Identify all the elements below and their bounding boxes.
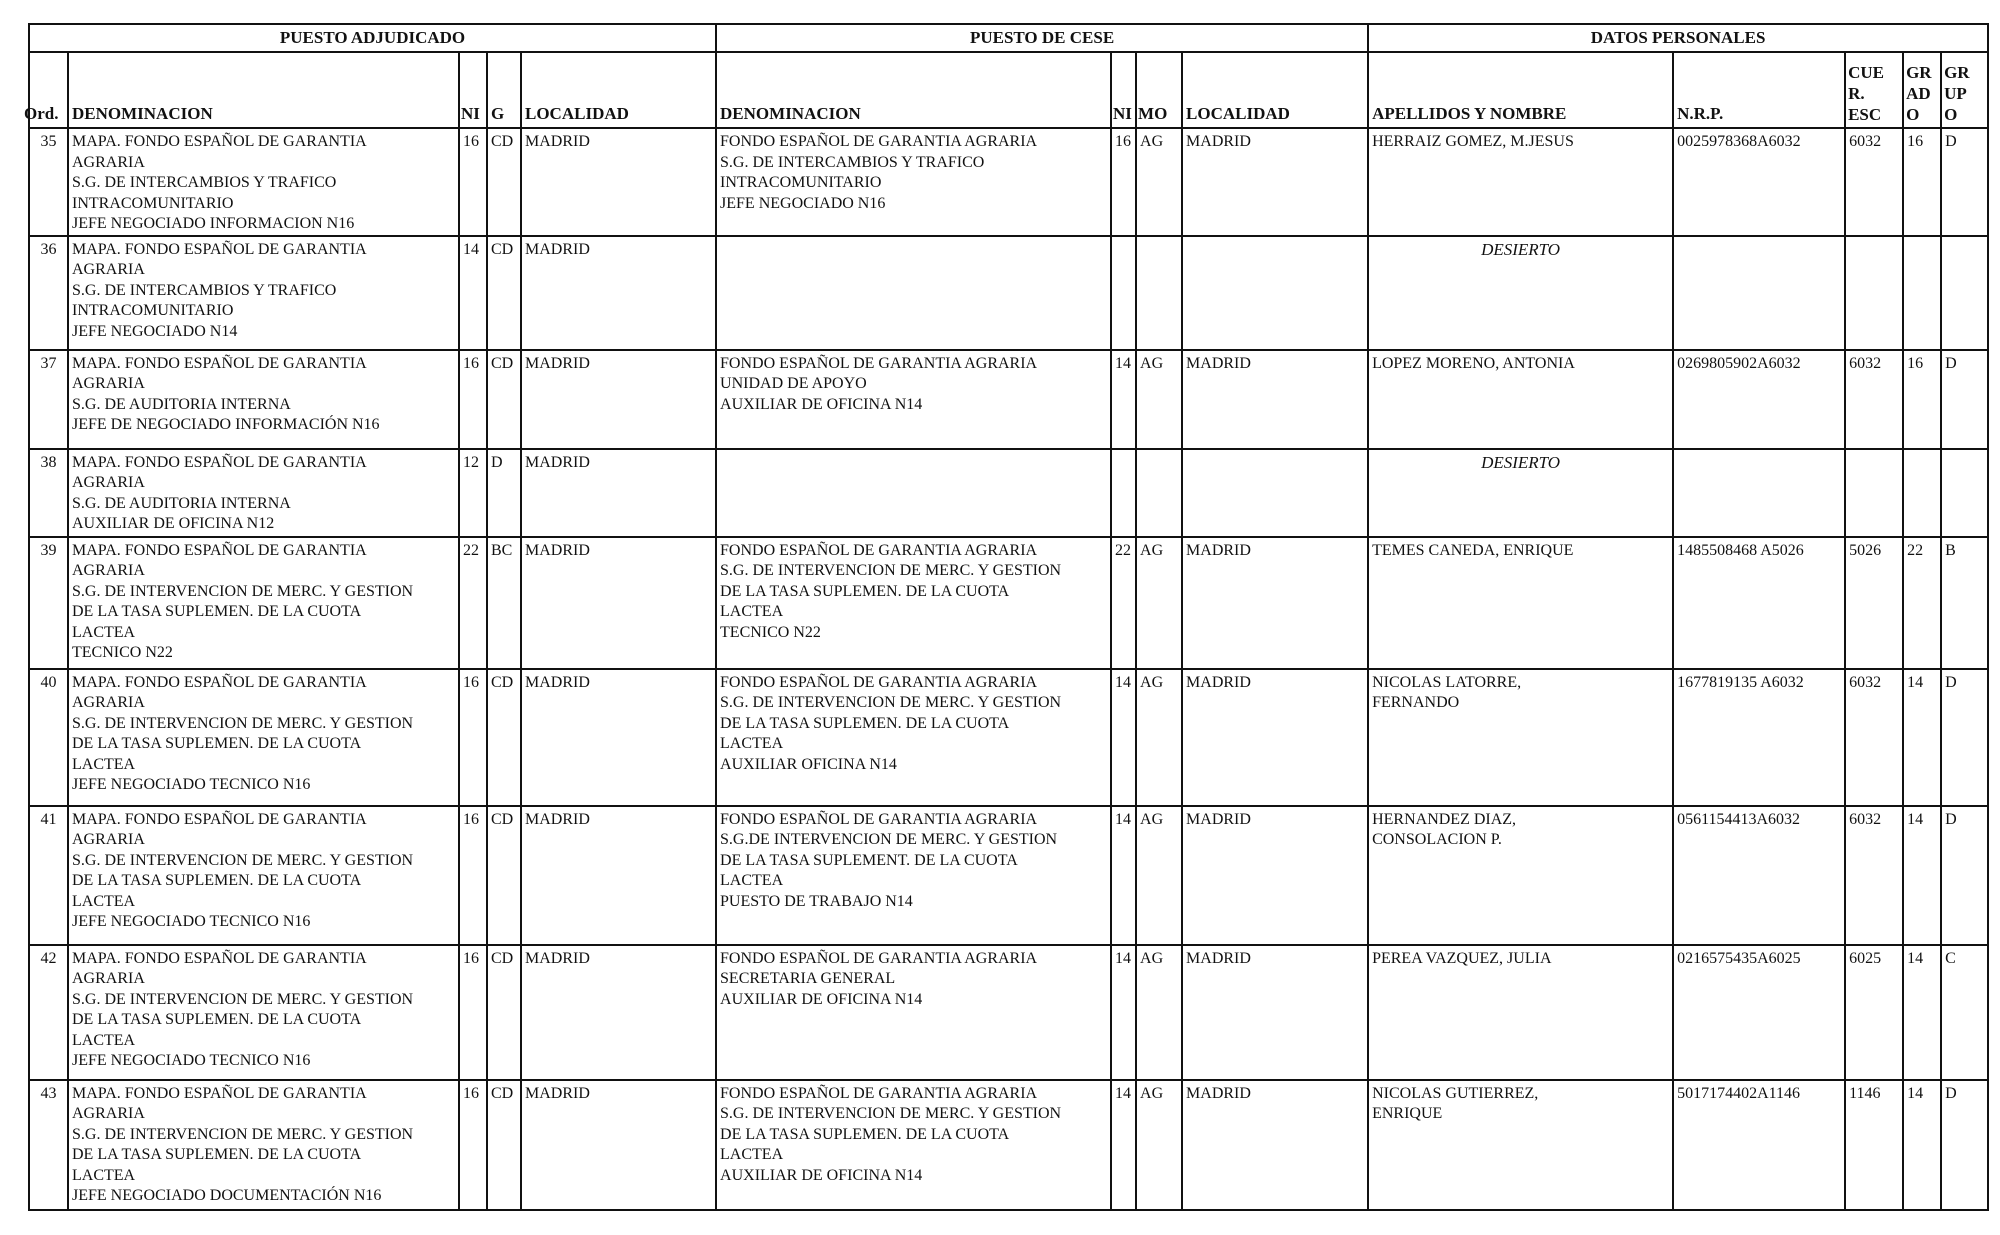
text-line: MAPA. FONDO ESPAÑOL DE GARANTIA xyxy=(72,354,367,372)
header-line: CUE xyxy=(1848,63,1884,82)
cuer-cell: 6032 xyxy=(1845,350,1903,449)
cese-localidad-cell: MADRID xyxy=(1182,806,1368,945)
apellidos-cell xyxy=(1368,1080,1673,1210)
localidad-cell: MADRID xyxy=(521,236,716,350)
ni-cell: 22 xyxy=(459,537,487,669)
text-line: JEFE NEGOCIADO TECNICO N16 xyxy=(72,776,311,793)
localidad-cell: MADRID xyxy=(521,1080,716,1210)
text-line: S.G. DE INTERVENCION DE MERC. Y GESTION xyxy=(72,1125,414,1143)
denominacion-cell xyxy=(68,806,459,945)
text-line: DE LA TASA SUPLEMEN. DE LA CUOTA xyxy=(72,1011,362,1028)
text-line: MAPA. FONDO ESPAÑOL DE GARANTIA xyxy=(72,240,367,258)
cuer-cell xyxy=(1845,236,1903,350)
localidad-cell: MADRID xyxy=(521,806,716,945)
ni-cell: 16 xyxy=(459,1080,487,1210)
nrp-cell: 1677819135 A6032 xyxy=(1673,669,1845,806)
cese-localidad-cell: MADRID xyxy=(1182,945,1368,1080)
nrp-cell xyxy=(1673,449,1845,537)
text-line: S.G.DE INTERVENCION DE MERC. Y GESTION xyxy=(720,831,1058,848)
grado-cell: 14 xyxy=(1903,1080,1941,1210)
header-grado xyxy=(1903,52,1941,128)
header-mo: MO xyxy=(1136,52,1182,128)
text-line: CONSOLACION P. xyxy=(1372,831,1502,848)
text-line: NICOLAS LATORRE, xyxy=(1372,673,1522,691)
cese-ni-cell: 14 xyxy=(1111,669,1136,806)
apellidos-cell xyxy=(1368,945,1673,1080)
denominacion-cell xyxy=(68,537,459,669)
header-apellidos: APELLIDOS Y NOMBRE xyxy=(1368,52,1673,128)
ni-cell: 16 xyxy=(459,350,487,449)
grado-cell: 22 xyxy=(1903,537,1941,669)
text-line: S.G. DE INTERCAMBIOS Y TRAFICO xyxy=(72,174,337,191)
text-line: TEMES CANEDA, ENRIQUE xyxy=(1372,541,1574,559)
text-line: DE LA TASA SUPLEMEN. DE LA CUOTA xyxy=(72,872,362,889)
localidad-cell: MADRID xyxy=(521,945,716,1080)
ord-cell: 41 xyxy=(29,806,68,945)
cese-denominacion-cell xyxy=(716,945,1111,1080)
denominacion-cell xyxy=(68,128,459,236)
section-puesto-cese: PUESTO DE CESE xyxy=(716,24,1368,52)
text-line: FONDO ESPAÑOL DE GARANTIA AGRARIA xyxy=(720,673,1038,691)
table-row xyxy=(29,945,1988,1080)
grupo-cell xyxy=(1941,236,1988,350)
table-row xyxy=(29,537,1988,669)
mo-cell xyxy=(1136,236,1182,350)
cese-localidad-cell: MADRID xyxy=(1182,669,1368,806)
text-line: DE LA TASA SUPLEMEN. DE LA CUOTA xyxy=(720,582,1010,600)
text-line: S.G. DE INTERCAMBIOS Y TRAFICO xyxy=(72,281,337,299)
text-line: NICOLAS GUTIERREZ, xyxy=(1372,1084,1539,1102)
mo-cell: AG xyxy=(1136,537,1182,669)
text-line: TECNICO N22 xyxy=(720,623,821,641)
cese-ni-cell: 16 xyxy=(1111,128,1136,236)
desierto-cell: DESIERTO xyxy=(1368,449,1673,537)
grado-cell: 14 xyxy=(1903,669,1941,806)
denominacion-cell xyxy=(68,669,459,806)
text-line: FONDO ESPAÑOL DE GARANTIA AGRARIA xyxy=(720,133,1038,150)
cese-localidad-cell xyxy=(1182,236,1368,350)
header-cese-denominacion: DENOMINACION xyxy=(716,52,1111,128)
text-line: LACTEA xyxy=(720,872,784,889)
grado-cell: 16 xyxy=(1903,128,1941,236)
header-grado-label: GRADO xyxy=(1906,63,1932,124)
denominacion-cell xyxy=(68,350,459,449)
nrp-cell xyxy=(1673,236,1845,350)
ni-cell: 16 xyxy=(459,128,487,236)
desierto-cell: DESIERTO xyxy=(1368,236,1673,350)
cese-localidad-cell: MADRID xyxy=(1182,350,1368,449)
cuer-cell: 6032 xyxy=(1845,128,1903,236)
text-line: AGRARIA xyxy=(72,153,145,171)
nrp-cell: 0025978368A6032 xyxy=(1673,128,1845,236)
text-line: JEFE NEGOCIADO TECNICO N16 xyxy=(72,913,311,930)
table-row xyxy=(29,1080,1988,1210)
apellidos-cell xyxy=(1368,669,1673,806)
localidad-cell: MADRID xyxy=(521,669,716,806)
text-line: AGRARIA xyxy=(72,562,145,579)
cese-localidad-cell: MADRID xyxy=(1182,128,1368,236)
text-line: LACTEA xyxy=(72,623,136,641)
text-line: HERRAIZ GOMEZ, M.JESUS xyxy=(1372,133,1574,150)
ni-cell: 16 xyxy=(459,945,487,1080)
grupo-cell: D xyxy=(1941,350,1988,449)
grado-cell: 14 xyxy=(1903,806,1941,945)
text-line: UNIDAD DE APOYO xyxy=(720,375,867,392)
text-line: DE LA TASA SUPLEMEN. DE LA CUOTA xyxy=(720,714,1010,732)
localidad-cell: MADRID xyxy=(521,128,716,236)
cuer-cell: 6025 xyxy=(1845,945,1903,1080)
cese-denominacion-cell xyxy=(716,806,1111,945)
text-line: TECNICO N22 xyxy=(72,644,173,661)
g-cell: CD xyxy=(487,128,521,236)
text-line: JEFE DE NEGOCIADO INFORMACIÓN N16 xyxy=(72,416,380,433)
mo-cell: AG xyxy=(1136,1080,1182,1210)
cese-ni-cell: 14 xyxy=(1111,350,1136,449)
text-line: DE LA TASA SUPLEMEN. DE LA CUOTA xyxy=(72,603,362,620)
section-puesto-adjudicado: PUESTO ADJUDICADO xyxy=(29,24,716,52)
text-line: MAPA. FONDO ESPAÑOL DE GARANTIA xyxy=(72,541,367,559)
cese-denominacion-cell xyxy=(716,449,1111,537)
g-cell: CD xyxy=(487,945,521,1080)
cese-denominacion-cell xyxy=(716,537,1111,669)
cese-ni-cell xyxy=(1111,449,1136,537)
grupo-cell: D xyxy=(1941,1080,1988,1210)
table-row xyxy=(29,669,1988,806)
localidad-cell: MADRID xyxy=(521,537,716,669)
ord-cell: 35 xyxy=(29,128,68,236)
text-line: S.G. DE INTERVENCION DE MERC. Y GESTION xyxy=(72,582,414,600)
grupo-cell xyxy=(1941,449,1988,537)
header-cuer-esc xyxy=(1845,52,1903,128)
g-cell: BC xyxy=(487,537,521,669)
g-cell: CD xyxy=(487,236,521,350)
text-line: MAPA. FONDO ESPAÑOL DE GARANTIA xyxy=(72,133,367,150)
ord-cell: 40 xyxy=(29,669,68,806)
nrp-cell: 0216575435A6025 xyxy=(1673,945,1845,1080)
cuer-cell xyxy=(1845,449,1903,537)
header-nrp: N.R.P. xyxy=(1673,52,1845,128)
header-localidad: LOCALIDAD xyxy=(521,52,716,128)
text-line: S.G. DE INTERVENCION DE MERC. Y GESTION xyxy=(720,562,1062,579)
text-line: AUXILIAR DE OFICINA N12 xyxy=(72,515,275,532)
cuer-cell: 6032 xyxy=(1845,669,1903,806)
localidad-cell: MADRID xyxy=(521,449,716,537)
header-denominacion: DENOMINACION xyxy=(68,52,459,128)
ord-cell: 37 xyxy=(29,350,68,449)
text-line: DE LA TASA SUPLEMEN. DE LA CUOTA xyxy=(720,1125,1010,1143)
text-line: FERNANDO xyxy=(1372,694,1460,711)
cese-localidad-cell: MADRID xyxy=(1182,537,1368,669)
grado-cell xyxy=(1903,236,1941,350)
grupo-cell: D xyxy=(1941,806,1988,945)
text-line: ENRIQUE xyxy=(1372,1105,1443,1122)
text-line: JEFE NEGOCIADO TECNICO N16 xyxy=(72,1052,311,1069)
ord-cell: 38 xyxy=(29,449,68,537)
header-cese-localidad: LOCALIDAD xyxy=(1182,52,1368,128)
header-line: ESC xyxy=(1848,105,1882,124)
cese-ni-cell: 14 xyxy=(1111,945,1136,1080)
ord-cell: 36 xyxy=(29,236,68,350)
cuer-cell: 6032 xyxy=(1845,806,1903,945)
text-line: DE LA TASA SUPLEMEN. DE LA CUOTA xyxy=(72,735,362,752)
text-line: FONDO ESPAÑOL DE GARANTIA AGRARIA xyxy=(720,541,1038,559)
text-line: MAPA. FONDO ESPAÑOL DE GARANTIA xyxy=(72,453,367,471)
text-line: LACTEA xyxy=(720,735,784,752)
text-line: AUXILIAR DE OFICINA N14 xyxy=(720,990,923,1008)
text-line: S.G. DE AUDITORIA INTERNA xyxy=(72,395,291,413)
nrp-cell: 0269805902A6032 xyxy=(1673,350,1845,449)
header-grupo xyxy=(1941,52,1988,128)
text-line: S.G. DE INTERVENCION DE MERC. Y GESTION xyxy=(72,714,414,732)
denominacion-cell xyxy=(68,1080,459,1210)
apellidos-cell xyxy=(1368,350,1673,449)
g-cell: CD xyxy=(487,806,521,945)
text-line: MAPA. FONDO ESPAÑOL DE GARANTIA xyxy=(72,949,367,967)
cese-ni-cell: 14 xyxy=(1111,806,1136,945)
ord-cell: 42 xyxy=(29,945,68,1080)
grado-cell xyxy=(1903,449,1941,537)
cese-denominacion-cell xyxy=(716,669,1111,806)
text-line: SECRETARIA GENERAL xyxy=(720,970,896,987)
cuer-cell: 5026 xyxy=(1845,537,1903,669)
cese-ni-cell: 14 xyxy=(1111,1080,1136,1210)
text-line: FONDO ESPAÑOL DE GARANTIA AGRARIA xyxy=(720,354,1038,372)
text-line: PEREA VAZQUEZ, JULIA xyxy=(1372,949,1552,967)
apellidos-cell xyxy=(1368,128,1673,236)
text-line: S.G. DE INTERVENCION DE MERC. Y GESTION xyxy=(720,1105,1062,1122)
cese-denominacion-cell xyxy=(716,350,1111,449)
g-cell: CD xyxy=(487,350,521,449)
header-ni: NI xyxy=(459,52,487,128)
grupo-cell: D xyxy=(1941,128,1988,236)
text-line: AGRARIA xyxy=(72,831,145,848)
text-line: AGRARIA xyxy=(72,694,145,711)
ord-cell: 43 xyxy=(29,1080,68,1210)
cese-denominacion-cell xyxy=(716,236,1111,350)
denominacion-cell xyxy=(68,449,459,537)
nrp-cell: 0561154413A6032 xyxy=(1673,806,1845,945)
text-line: JEFE NEGOCIADO DOCUMENTACIÓN N16 xyxy=(72,1187,382,1204)
text-line: PUESTO DE TRABAJO N14 xyxy=(720,892,913,910)
table-row xyxy=(29,350,1988,449)
mo-cell: AG xyxy=(1136,945,1182,1080)
mo-cell: AG xyxy=(1136,669,1182,806)
nrp-cell: 5017174402A1146 xyxy=(1673,1080,1845,1210)
text-line: S.G. DE INTERVENCION DE MERC. Y GESTION xyxy=(72,851,414,869)
cese-ni-cell xyxy=(1111,236,1136,350)
header-grupo-label: GRUPO xyxy=(1944,63,1970,124)
text-line: HERNANDEZ DIAZ, xyxy=(1372,810,1517,828)
cese-denominacion-cell xyxy=(716,128,1111,236)
text-line: JEFE NEGOCIADO INFORMACION N16 xyxy=(72,215,355,232)
text-line: LOPEZ MORENO, ANTONIA xyxy=(1372,354,1575,372)
table-row xyxy=(29,806,1988,945)
text-line: JEFE NEGOCIADO N16 xyxy=(720,194,886,212)
text-line: S.G. DE INTERVENCION DE MERC. Y GESTION xyxy=(720,694,1062,711)
text-line: MAPA. FONDO ESPAÑOL DE GARANTIA xyxy=(72,673,367,691)
ni-cell: 12 xyxy=(459,449,487,537)
table-row xyxy=(29,449,1988,537)
cese-localidad-cell: MADRID xyxy=(1182,1080,1368,1210)
nrp-cell: 1485508468 A5026 xyxy=(1673,537,1845,669)
adjudication-table xyxy=(24,23,1989,1211)
denominacion-cell xyxy=(68,236,459,350)
apellidos-cell xyxy=(1368,537,1673,669)
text-line: LACTEA xyxy=(72,892,136,910)
text-line: DE LA TASA SUPLEMEN. DE LA CUOTA xyxy=(72,1146,362,1163)
text-line: DE LA TASA SUPLEMENT. DE LA CUOTA xyxy=(720,851,1018,869)
cese-ni-cell: 22 xyxy=(1111,537,1136,669)
text-line: INTRACOMUNITARIO xyxy=(72,194,234,212)
text-line: S.G. DE INTERCAMBIOS Y TRAFICO xyxy=(720,153,985,171)
text-line: S.G. DE AUDITORIA INTERNA xyxy=(72,494,291,512)
grado-cell: 14 xyxy=(1903,945,1941,1080)
text-line: LACTEA xyxy=(72,1166,136,1184)
header-ord: Ord. xyxy=(29,52,68,128)
ni-cell: 16 xyxy=(459,669,487,806)
text-line: AUXILIAR DE OFICINA N14 xyxy=(720,1166,923,1184)
text-line: AUXILIAR DE OFICINA N14 xyxy=(720,395,923,413)
ord-cell: 39 xyxy=(29,537,68,669)
grupo-cell: D xyxy=(1941,669,1988,806)
header-cese-ni: NI xyxy=(1111,52,1136,128)
cese-denominacion-cell xyxy=(716,1080,1111,1210)
table-row xyxy=(29,128,1988,236)
text-line: AGRARIA xyxy=(72,970,145,987)
denominacion-cell xyxy=(68,945,459,1080)
text-line: AGRARIA xyxy=(72,261,145,278)
grupo-cell: B xyxy=(1941,537,1988,669)
text-line: INTRACOMUNITARIO xyxy=(720,174,882,191)
mo-cell xyxy=(1136,449,1182,537)
text-line: AGRARIA xyxy=(72,375,145,392)
g-cell: D xyxy=(487,449,521,537)
g-cell: CD xyxy=(487,669,521,806)
mo-cell: AG xyxy=(1136,806,1182,945)
localidad-cell: MADRID xyxy=(521,350,716,449)
text-line: S.G. DE INTERVENCION DE MERC. Y GESTION xyxy=(72,990,414,1008)
text-line: FONDO ESPAÑOL DE GARANTIA AGRARIA xyxy=(720,949,1038,967)
ni-cell: 14 xyxy=(459,236,487,350)
grado-cell: 16 xyxy=(1903,350,1941,449)
text-line: JEFE NEGOCIADO N14 xyxy=(72,322,238,340)
text-line: AGRARIA xyxy=(72,1105,145,1122)
text-line: INTRACOMUNITARIO xyxy=(72,302,234,319)
text-line: MAPA. FONDO ESPAÑOL DE GARANTIA xyxy=(72,1084,367,1102)
grupo-cell: C xyxy=(1941,945,1988,1080)
text-line: FONDO ESPAÑOL DE GARANTIA AGRARIA xyxy=(720,810,1038,828)
cuer-cell: 1146 xyxy=(1845,1080,1903,1210)
header-line: R. xyxy=(1848,84,1865,103)
header-g: G xyxy=(487,52,521,128)
ni-cell: 16 xyxy=(459,806,487,945)
text-line: AGRARIA xyxy=(72,474,145,491)
text-line: FONDO ESPAÑOL DE GARANTIA AGRARIA xyxy=(720,1084,1038,1102)
mo-cell: AG xyxy=(1136,128,1182,236)
g-cell: CD xyxy=(487,1080,521,1210)
text-line: MAPA. FONDO ESPAÑOL DE GARANTIA xyxy=(72,810,367,828)
mo-cell: AG xyxy=(1136,350,1182,449)
text-line: LACTEA xyxy=(720,603,784,620)
section-datos-personales: DATOS PERSONALES xyxy=(1368,24,1988,52)
table-row xyxy=(29,236,1988,350)
text-line: LACTEA xyxy=(720,1146,784,1163)
text-line: LACTEA xyxy=(72,755,136,773)
text-line: LACTEA xyxy=(72,1031,136,1049)
apellidos-cell xyxy=(1368,806,1673,945)
text-line: AUXILIAR OFICINA N14 xyxy=(720,755,897,773)
cese-localidad-cell xyxy=(1182,449,1368,537)
